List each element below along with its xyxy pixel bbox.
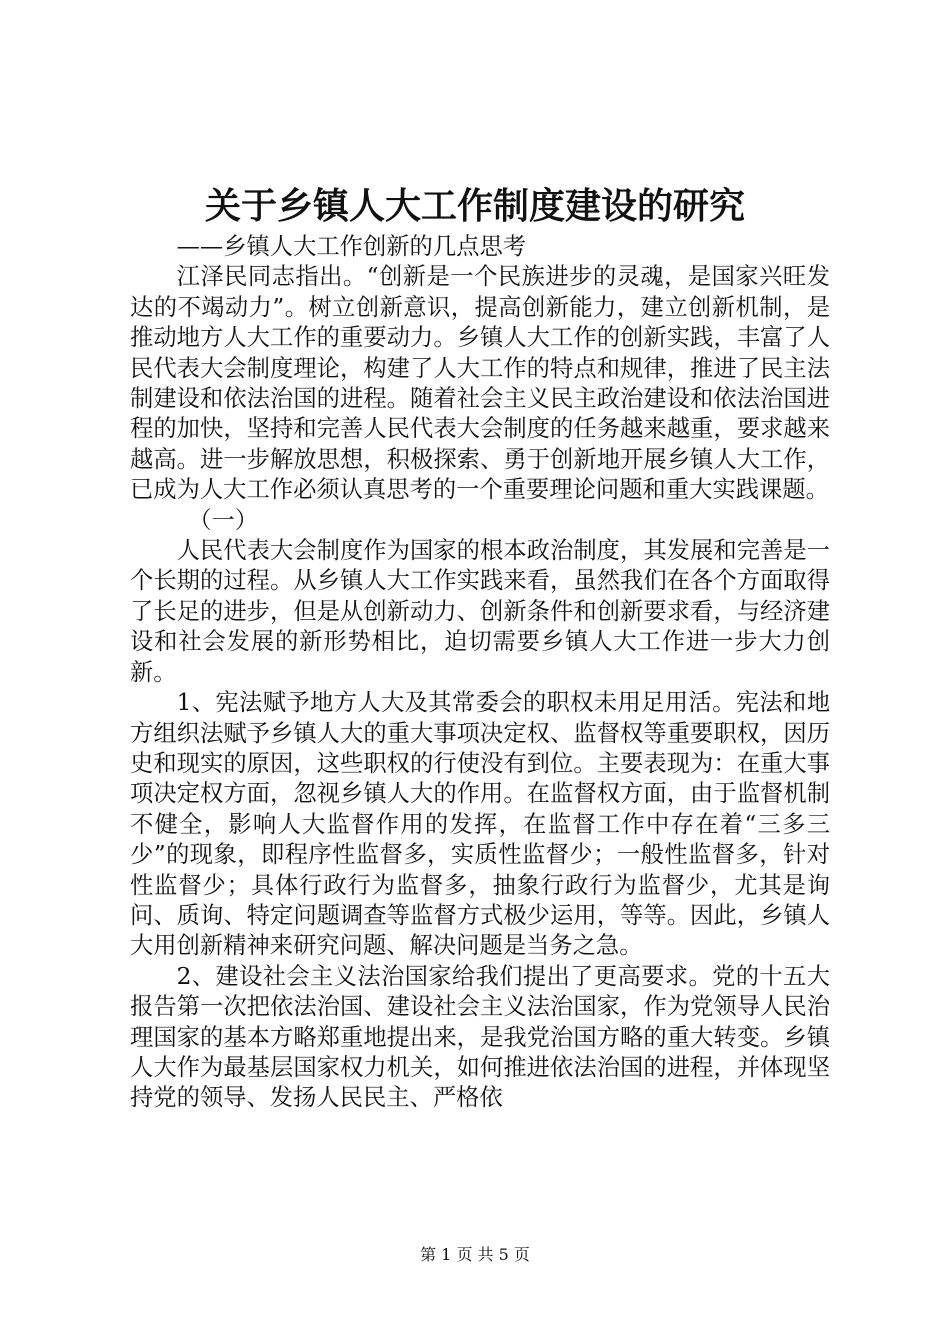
- document-title: 关于乡镇人大工作制度建设的研究: [204, 186, 745, 227]
- document-body: [130, 232, 830, 1114]
- page-footer: 第 1 页 共 5 页: [420, 1245, 530, 1264]
- document-subtitle: ——乡镇人大工作创新的几点思考: [176, 233, 527, 260]
- paragraph-point-two: 2、建设社会主义法治国家给我们提出了更高要求。党的十五大报告第一次把依法治国、建设社会主义法治国家，作为党领导人民治理国家的基本方略郑重地提出来，是我党治国方略的重大转变。乡镇人大作为最基层国家权力机关，如何推进依法治国的进程，并体现坚持党的领导、发扬人民民主、严格依: [130, 962, 830, 1112]
- paragraph-section-one: 人民代表大会制度作为国家的根本政治制度，其发展和完善是一个长期的过程。从乡镇人大工作实践来看，虽然我们在各个方面取得了长足的进步，但是从创新动力、创新条件和创新要求看，与经济建设和社会发展的新形势相比，迫切需要乡镇人大工作进一步大力创新。: [130, 537, 830, 686]
- section-heading: （一）: [188, 506, 259, 534]
- paragraph-intro: 江泽民同志指出。“创新是一个民族进步的灵魂，是国家兴旺发达的不竭动力”。树立创新意识，提高创新能力，建立创新机制，是推动地方人大工作的重要动力。乡镇人大工作的创新实践，丰富了人民代表大会制度理论，构建了人大工作的特点和规律，推进了民主法制建设和依法治国的进程。随着社会主义民主政治建设和依法治国进程的加快，坚持和完善人民代表大会制度的任务越来越重，要求越来越高。进一步解放思想，积极探索、勇于创新地开展乡镇人大工作，已成为人大工作必须认真思考的一个重要理论问题和重大实践课题。: [130, 263, 830, 504]
- paragraph-point-one: 1、宪法赋予地方人大及其常委会的职权未用足用活。宪法和地方组织法赋予乡镇人大的重大事项决定权、监督权等重要职权，因历史和现实的原因，这些职权的行使没有到位。主要表现为：在重大事项决定权方面，忽视乡镇人大的作用。在监督权方面，由于监督机制不健全，影响人大监督作用的发挥，在监督工作中存在着“三多三少”的现象，即程序性监督多，实质性监督少；一般性监督多，针对性监督少；具体行政行为监督多，抽象行政行为监督少，尤其是询问、质询、特定问题调查等监督方式极少运用，等等。因此，乡镇人大用创新精神来研究问题、解决问题是当务之急。: [130, 689, 830, 960]
